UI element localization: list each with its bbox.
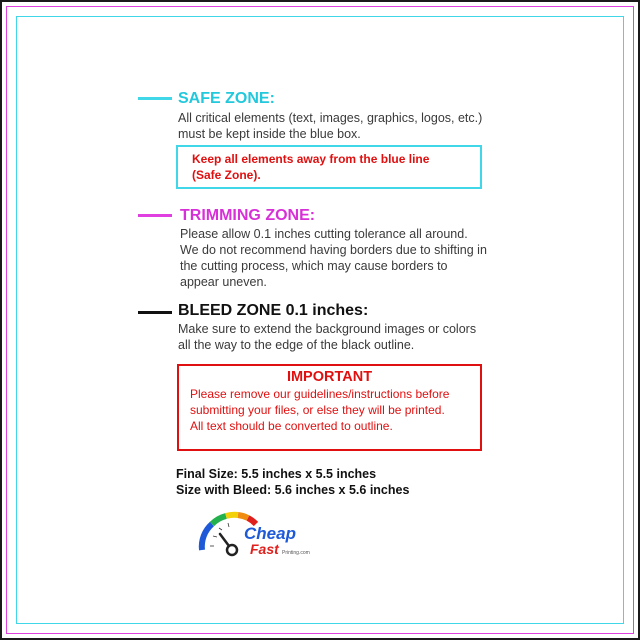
safe-zone-callout-line: (Safe Zone). [192,168,261,182]
trimming-zone-swatch [138,214,172,217]
safe-zone-callout-line: Keep all elements away from the blue line [192,152,430,166]
trimming-zone-line: We do not recommend having borders due to shifting in [180,243,487,257]
important-line: submitting your files, or else they will be printed. [190,403,445,417]
trimming-zone-line: Please allow 0.1 inches cutting tolerance all around. [180,227,468,241]
logo-needle-hub [227,545,237,555]
safe-zone-line: must be kept inside the blue box. [178,127,361,141]
trimming-zone-line: appear uneven. [180,275,267,289]
safe-zone-line: All critical elements (text, images, graphics, logos, etc.) [178,111,483,125]
logo-word-fast: Fast [250,541,279,557]
trimming-zone-description [180,226,487,290]
logo-arc-orange [238,515,248,518]
trimming-zone-title: TRIMMING ZONE: [180,207,316,224]
logo-word-printing: Printing.com [282,550,310,556]
trimming-zone-line: the cutting process, which may cause borders to [180,259,448,273]
bleed-zone-swatch [138,311,172,314]
important-line: All text should be converted to outline. [190,419,393,433]
safe-zone-description [178,110,482,142]
logo-arc-yellow [226,515,238,516]
safe-zone-title: SAFE ZONE: [178,90,275,107]
important-title: IMPORTANT [286,369,373,385]
safe-zone-callout [176,145,482,189]
important-box [177,364,482,451]
bleed-zone-line: all the way to the edge of the black outline. [178,338,415,352]
safe-zone-swatch [138,97,172,100]
final-size: Final Size: 5.5 inches x 5.5 inches [176,467,377,481]
bleed-zone-line: Make sure to extend the background images or colors [178,322,477,336]
important-line: Please remove our guidelines/instructions before [190,387,450,401]
size-with-bleed: Size with Bleed: 5.6 inches x 5.6 inches [176,483,410,497]
bleed-zone-description [178,321,476,353]
size-info [176,466,409,498]
logo-word-cheap: Cheap [244,524,296,543]
cheap-fast-printing-logo [196,506,326,566]
bleed-zone-title: BLEED ZONE 0.1 inches: [178,302,369,319]
logo-arc-green [212,516,226,524]
